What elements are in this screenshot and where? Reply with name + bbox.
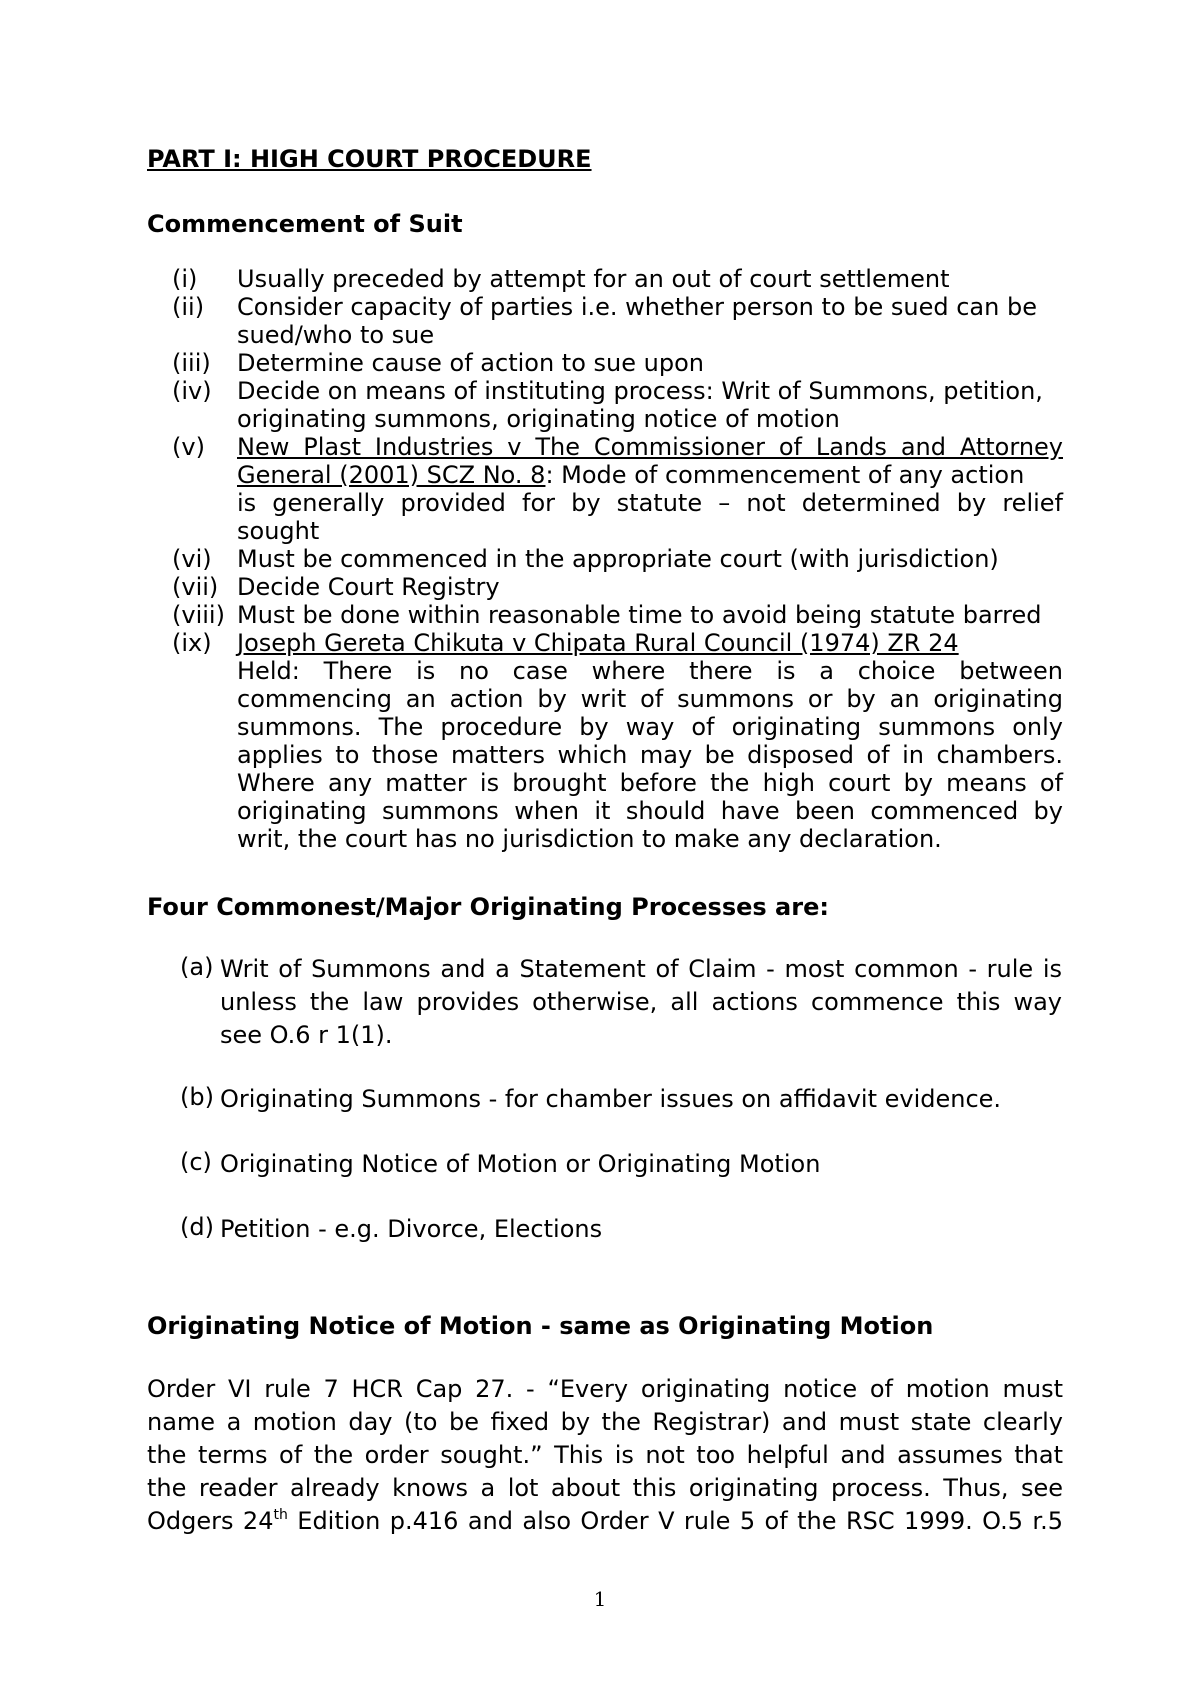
- text-run: Edition p.416 and also Order V rule 5 of the RSC 1999. O.5 r.5: [287, 1507, 1063, 1535]
- item-number: (ix): [172, 629, 212, 657]
- item-text: [237, 461, 1063, 489]
- item-text: Decide Court Registry: [237, 573, 500, 601]
- paragraph-line: the reader already knows a lot about this originating process. Thus, see: [147, 1474, 1063, 1502]
- item-text: writ, the court has no jurisdiction to make any declaration.: [237, 825, 942, 853]
- item-text: originating summons when it should have been commenced by: [237, 797, 1063, 825]
- process-letter: (a): [180, 953, 214, 981]
- item-text: originating summons, originating notice of motion: [237, 405, 840, 433]
- process-letter: (d): [180, 1213, 214, 1241]
- body-paragraph: [147, 1373, 1063, 1538]
- item-number: (iii): [172, 349, 211, 377]
- process-text: Petition - e.g. Divorce, Elections: [220, 1215, 603, 1243]
- item-text: Must be done within reasonable time to avoid being statute barred: [237, 601, 1042, 629]
- process-letter: (b): [180, 1083, 214, 1111]
- item-text: Held: There is no case where there is a choice between: [237, 657, 1063, 685]
- case-citation: Joseph Gereta Chikuta v Chipata Rural Council (1974) ZR 24: [237, 629, 959, 657]
- item-text: commencing an action by writ of summons or by an originating: [237, 685, 1063, 713]
- case-citation: New Plast Industries v The Commissioner of Lands and Attorney: [237, 433, 1063, 461]
- item-text: sued/who to sue: [237, 321, 435, 349]
- process-text: Writ of Summons and a Statement of Claim - most common - rule is: [220, 955, 1062, 983]
- section-heading-originating-notice: Originating Notice of Motion - same as Originating Motion: [147, 1312, 934, 1340]
- process-letter: (c): [180, 1148, 212, 1176]
- item-number: (iv): [172, 377, 212, 405]
- process-text: unless the law provides otherwise, all actions commence this way: [220, 988, 1062, 1016]
- item-text: summons. The procedure by way of originating summons only: [237, 713, 1063, 741]
- page-number: 1: [593, 1587, 607, 1611]
- superscript: th: [273, 1507, 288, 1523]
- item-text: Must be commenced in the appropriate court (with jurisdiction): [237, 545, 999, 573]
- process-text: Originating Summons - for chamber issues on affidavit evidence.: [220, 1085, 1002, 1113]
- item-text-rest: : Mode of commencement of any action: [545, 461, 1025, 489]
- item-text: Determine cause of action to sue upon: [237, 349, 704, 377]
- paragraph-line: [147, 1505, 1063, 1538]
- item-text: Where any matter is brought before the high court by means of: [237, 769, 1063, 797]
- section-heading-commencement: Commencement of Suit: [147, 210, 463, 238]
- process-text: see O.6 r 1(1).: [220, 1021, 393, 1049]
- item-number: (i): [172, 265, 198, 293]
- process-text: Originating Notice of Motion or Originating Motion: [220, 1150, 821, 1178]
- item-text: sought: [237, 517, 320, 545]
- item-text: Consider capacity of parties i.e. whether person to be sued can be: [237, 293, 1037, 321]
- paragraph-line: the terms of the order sought.” This is not too helpful and assumes that: [147, 1441, 1063, 1469]
- paragraph-line: Order VI rule 7 HCR Cap 27. - “Every originating notice of motion must: [147, 1375, 1063, 1403]
- text-run: Odgers 24: [147, 1507, 274, 1535]
- item-text: applies to those matters which may be disposed of in chambers.: [237, 741, 1063, 769]
- item-text: is generally provided for by statute – not determined by relief: [237, 489, 1063, 517]
- paragraph-line: name a motion day (to be fixed by the Registrar) and must state clearly: [147, 1408, 1063, 1436]
- item-number: (v): [172, 433, 205, 461]
- page-title: PART I: HIGH COURT PROCEDURE: [147, 145, 592, 173]
- item-number: (vii): [172, 573, 219, 601]
- item-number: (vi): [172, 545, 212, 573]
- item-number: (ii): [172, 293, 205, 321]
- section-heading-originating-processes: Four Commonest/Major Originating Processes are:: [147, 893, 829, 921]
- item-text: Decide on means of instituting process: Writ of Summons, petition,: [237, 377, 1043, 405]
- item-text: Usually preceded by attempt for an out of court settlement: [237, 265, 950, 293]
- case-citation: General (2001) SCZ No. 8: [237, 461, 546, 489]
- item-number: (viii): [172, 601, 225, 629]
